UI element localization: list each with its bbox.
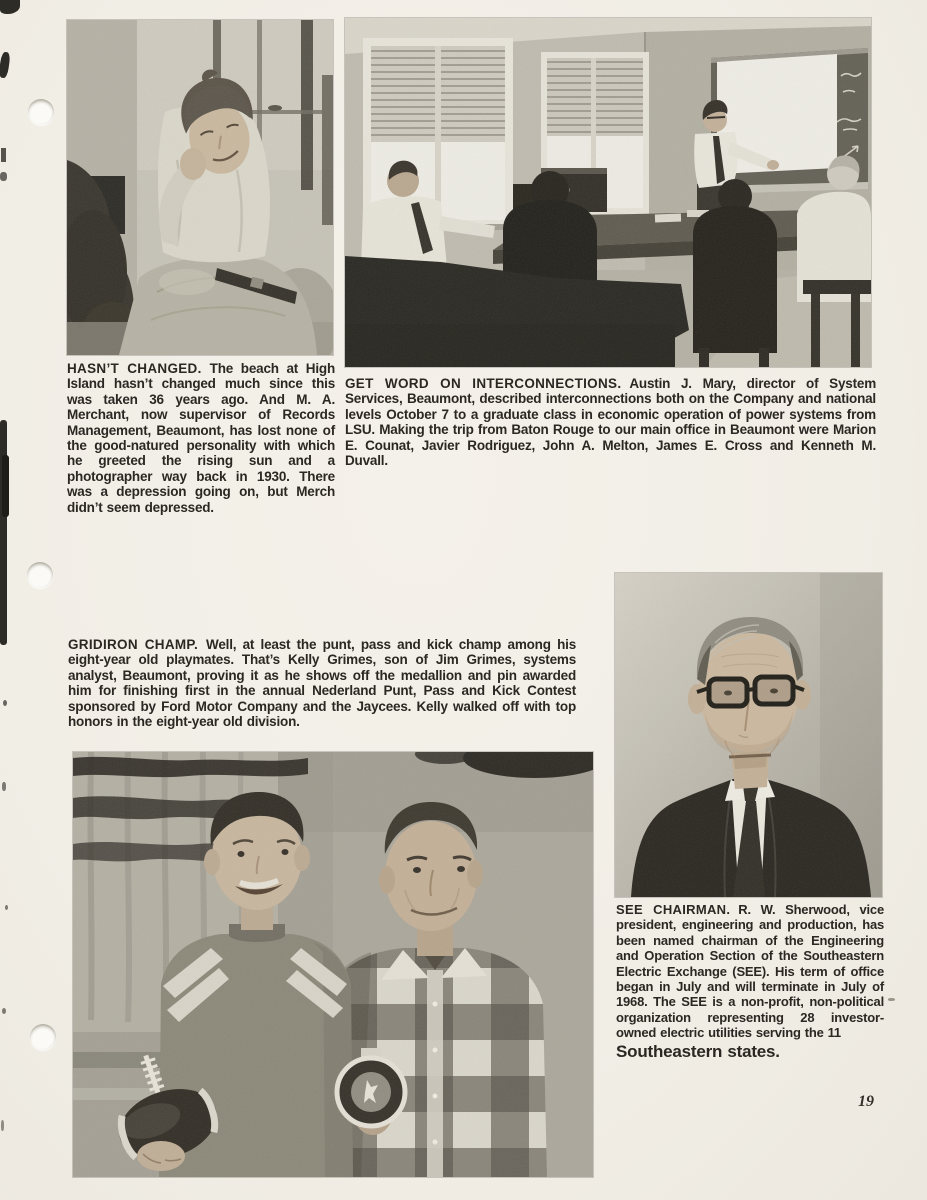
photo-classroom-presentation [345,18,871,367]
caption-see-chairman [616,902,884,1062]
caption-body: Austin J. Mary, director of System Services, Beaumont, described interconnections both on the Company and national levels October 7 to a graduate class in economic operation of power systems from LSU. Making the trip from Baton Rouge to our main office in Beaumont were Marion E. Counat, Javier Rodriguez, John A. Melton, James E. Cross and Kenneth M. Duvall. [345,376,876,469]
caption-body: R. W. Sherwood, vice president, engineering and production, has been named chairman of the Engineering and Operation Section of the Southeastern Electric Exchange (SEE). His term of office began in July and will terminate in July of 1968. The SEE is a non-profit, non-political organization representing 28 investor-owned electric utilities serving the 11 [616,902,884,1041]
scan-smudge [1,148,6,162]
caption-body: The beach at High Island hasn’t changed much since this was taken 36 years ago. And M. A. Merchant, now supervisor of Records Management, Beaumont, has lost none of the good-natured personality with which he greeted the rising sun and a photographer way back in 1930. There was a depression going on, but Merch didn’t seem depressed. [67,361,336,515]
photo-sherwood-portrait [615,573,882,897]
scan-smudge [1,1120,4,1131]
caption-lead: SEE CHAIRMAN. [616,902,731,917]
page-number: 19 [858,1093,874,1110]
photo-gridiron-champ [73,752,593,1177]
caption-interconnections [345,376,876,468]
scan-smudge [3,700,7,706]
scan-smudge [0,0,20,14]
caption-gridiron-champ [68,637,576,729]
caption-lead: GRIDIRON CHAMP. [68,637,199,652]
caption-hasnt-changed [67,361,335,515]
scan-smudge [0,52,11,79]
scan-smudge [2,455,9,517]
caption-lead: HASN’T CHANGED. [67,361,202,376]
scan-smudge [0,172,7,181]
scan-smudge [888,998,895,1001]
scan-smudge [0,420,7,645]
caption-lead: GET WORD ON INTERCONNECTIONS. [345,376,622,391]
caption-tail: Southeastern states. [616,1041,780,1061]
photo-merchant-beach [67,20,333,355]
scan-smudge [2,1008,6,1014]
scan-smudge [2,782,6,791]
scan-smudge [5,905,8,910]
punch-hole [28,99,54,125]
caption-body: Well, at least the punt, pass and kick champ among his eight-year old playmates. That’s Kelly Grimes, son of Jim Grimes, systems analyst, Beaumont, proving it as he shows off the medallion and pin awarded him for finishing first in the annual Nederland Punt, Pass and Kick Contest sponsored by Ford Motor Company and the Jaycees. Kelly walked off with top honors in the eight-year old division. [68,637,576,730]
punch-hole [30,1024,56,1050]
punch-hole [27,562,53,588]
